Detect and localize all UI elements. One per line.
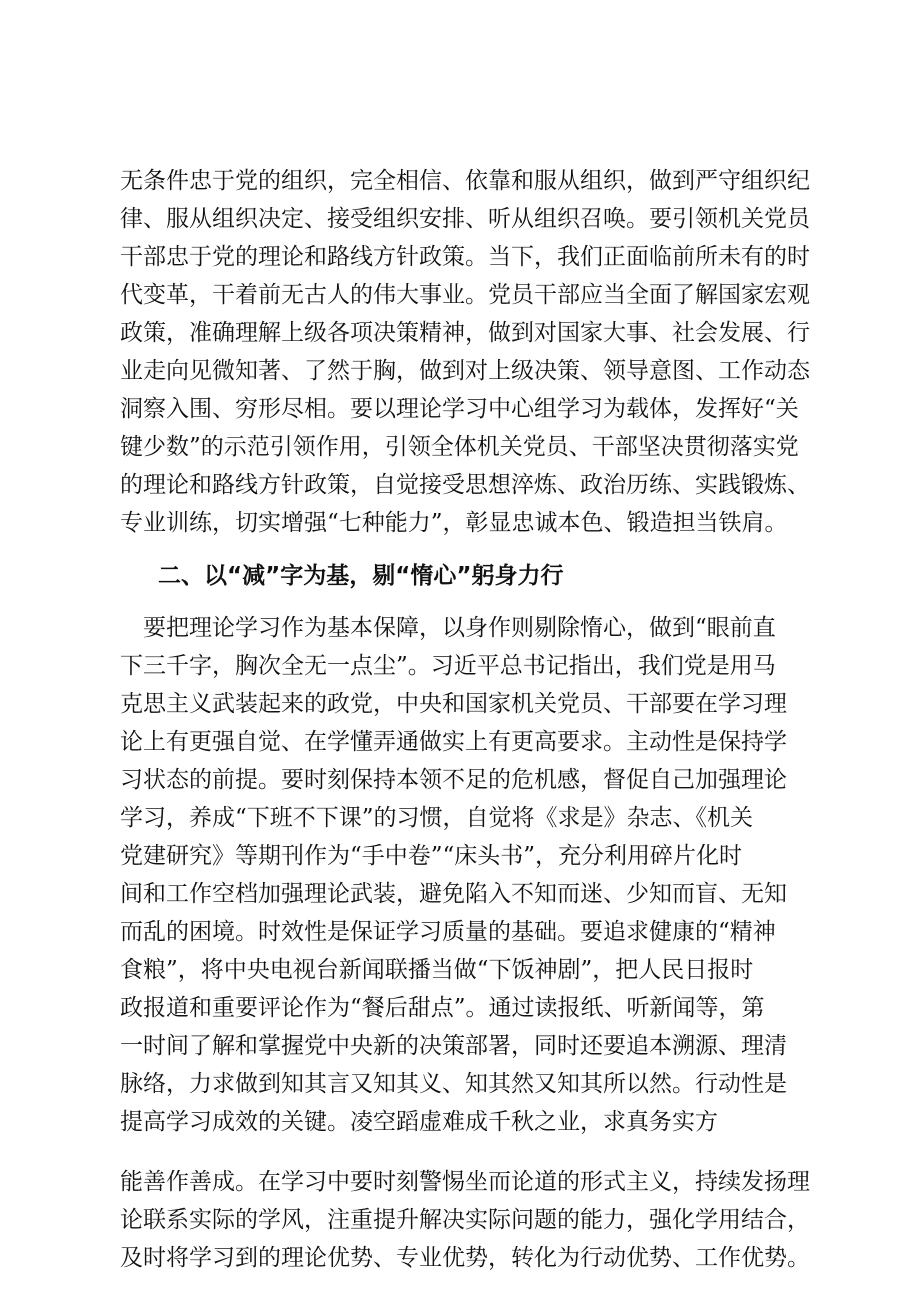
text-line: 学习，养成“下班不下课”的习惯，自觉将《求是》杂志、《机关 [120, 805, 754, 831]
text-line: 干部忠于党的理论和路线方针政策。当下，我们正面临前所未有的时 [120, 244, 810, 270]
text-line: 政报道和重要评论作为“餐后甜点”。通过读报纸、听新闻等，第 [120, 995, 765, 1021]
text-line: 政策，准确理解上级各项决策精神，做到对国家大事、社会发展、行 [120, 320, 810, 346]
text-line: 间和工作空档加强理论武装，避免陷入不知而迷、少知而盲、无知 [120, 881, 787, 907]
text-line: 一时间了解和掌握党中央新的决策部署，同时还要追本溯源、理清 [120, 1033, 787, 1059]
text-line: 业走向见微知著、了然于胸，做到对上级决策、领导意图、工作动态 [120, 358, 810, 384]
text-line: 脉络，力求做到知其言又知其义、知其然又知其所以然。行动性是 [120, 1071, 787, 1097]
text-line: 下三千字，胸次全无一点尘”。习近平总书记指出，我们党是用马 [120, 653, 776, 679]
text-line: 洞察入围、穷形尽相。要以理论学习中心组学习为载体，发挥好“关 [120, 396, 799, 422]
text-line: 提高学习成效的关键。凌空蹈虚难成千秋之业，求真务实方 [120, 1109, 718, 1135]
text-line: 论上有更强自觉、在学懂弄通做实上有更高要求。主动性是保持学 [120, 729, 787, 755]
text-line: 律、服从组织决定、接受组织安排、听从组织召唤。要引领机关党员 [120, 206, 810, 232]
text-line: 要把理论学习作为基本保障，以身作则剔除惰心，做到“眼前直 [120, 615, 776, 641]
text-line: 代变革，干着前无古人的伟大事业。党员干部应当全面了解国家宏观 [120, 282, 810, 308]
section-heading: 二、以“减”字为基，剔“惰心”躬身力行 [158, 563, 564, 589]
text-line: 克思主义武装起来的政党，中央和国家机关党员、干部要在学习理 [120, 691, 787, 717]
text-line: 而乱的困境。时效性是保证学习质量的基础。要追求健康的“精神 [120, 919, 776, 945]
text-line: 论联系实际的学风，注重提升解决实际问题的能力，强化学用结合， [120, 1207, 810, 1233]
text-line: 党建研究》等期刊作为“手中卷”“床头书”，充分利用碎片化时 [120, 843, 743, 869]
text-line: 食粮”，将中央电视台新闻联播当做“下饭神剧”，把人民日报时 [120, 957, 754, 983]
text-line: 能善作善成。在学习中要时刻警惕坐而论道的形式主义，持续发扬理 [120, 1169, 810, 1195]
text-line: 专业训练，切实增强“七种能力”，彰显忠诚本色、锻造担当铁肩。 [120, 510, 788, 536]
text-line: 习状态的前提。要时刻保持本领不足的危机感，督促自己加强理论 [120, 767, 787, 793]
text-line: 及时将学习到的理论优势、专业优势，转化为行动优势、工作优势。 [120, 1245, 810, 1271]
text-line: 键少数”的示范引领作用，引领全体机关党员、干部坚决贯彻落实党 [120, 434, 799, 460]
text-line: 的理论和路线方针政策，自觉接受思想淬炼、政治历练、实践锻炼、 [120, 472, 810, 498]
text-line: 无条件忠于党的组织，完全相信、依靠和服从组织，做到严守组织纪 [120, 168, 810, 194]
